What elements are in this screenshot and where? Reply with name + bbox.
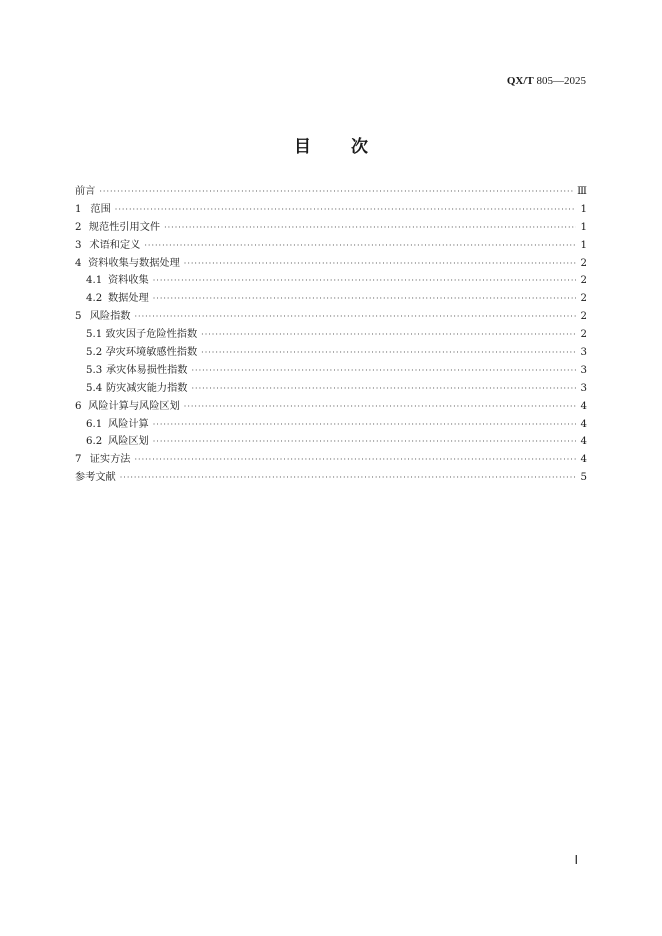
toc-entry-page: 2	[580, 275, 587, 287]
toc-entry-label: 术语和定义	[89, 239, 141, 251]
toc-entry-page: 3	[580, 364, 587, 376]
toc-entry-page: 4	[580, 400, 587, 412]
table-of-contents	[75, 183, 587, 487]
toc-entry-label: 风险计算	[108, 418, 149, 430]
toc-entry-page: 4	[580, 418, 587, 430]
toc-entry-number: 6	[75, 400, 82, 412]
toc-entry-label: 承灾体易损性指数	[105, 364, 188, 376]
toc-entry-label: 风险计算与风险区划	[88, 400, 180, 412]
toc-entry-number: 6.2	[86, 436, 103, 448]
toc-entry[interactable]	[75, 451, 587, 469]
standard-code-prefix: QX/T	[506, 75, 534, 87]
toc-leader-dots	[120, 469, 576, 487]
toc-leader-dots	[164, 219, 576, 237]
toc-leader-dots	[191, 362, 576, 380]
toc-entry-label: 致灾因子危险性指数	[105, 329, 198, 341]
toc-entry[interactable]	[75, 308, 587, 326]
toc-entry[interactable]	[75, 219, 587, 237]
toc-entry-number: 1	[75, 203, 82, 215]
toc-entry[interactable]	[75, 469, 587, 487]
toc-entry[interactable]	[75, 362, 587, 380]
toc-entry-page: 1	[580, 221, 587, 233]
toc-entry-label: 规范性引用文件	[88, 221, 161, 233]
toc-leader-dots	[99, 183, 574, 201]
toc-leader-dots	[135, 451, 577, 469]
toc-entry[interactable]	[75, 290, 587, 308]
toc-entry-number: 5	[75, 311, 82, 323]
toc-entry-number: 2	[75, 221, 82, 233]
toc-entry-page: 3	[580, 347, 587, 359]
toc-entry-page: 4	[580, 436, 587, 448]
toc-entry-number: 6.1	[86, 418, 103, 430]
standard-code	[507, 75, 586, 87]
toc-entry[interactable]	[75, 255, 587, 273]
toc-entry[interactable]	[75, 380, 587, 398]
toc-entry-label: 孕灾环境敏感性指数	[105, 347, 198, 359]
toc-entry-page: 4	[580, 454, 587, 466]
toc-entry-page: Ⅲ	[577, 186, 587, 197]
toc-leader-dots	[191, 380, 576, 398]
footer-page-number: Ⅰ	[574, 853, 578, 867]
toc-entry[interactable]	[75, 201, 587, 219]
toc-entry-number: 5.3	[86, 364, 103, 376]
toc-leader-dots	[201, 326, 576, 344]
toc-entry-page: 2	[580, 329, 587, 341]
toc-entry-page: 2	[580, 293, 587, 305]
toc-entry-page: 2	[580, 257, 587, 269]
toc-entry-page: 1	[580, 239, 587, 251]
toc-leader-dots	[144, 237, 576, 255]
toc-leader-dots	[115, 201, 576, 219]
toc-entry[interactable]	[75, 433, 587, 451]
toc-entry-number: 5.4	[86, 382, 103, 394]
toc-entry[interactable]	[75, 344, 587, 362]
toc-leader-dots	[184, 255, 576, 273]
page-title: 目次	[294, 137, 408, 157]
toc-entry-label: 范围	[90, 203, 111, 215]
toc-entry-number: 7	[75, 454, 82, 466]
toc-entry[interactable]	[75, 272, 587, 290]
toc-leader-dots	[153, 416, 576, 434]
toc-entry-label: 风险指数	[89, 311, 131, 323]
toc-leader-dots	[184, 398, 576, 416]
toc-leader-dots	[153, 290, 576, 308]
toc-entry[interactable]	[75, 416, 587, 434]
toc-entry-label: 参考文献	[75, 472, 116, 484]
toc-entry-number: 4.2	[86, 293, 103, 305]
toc-leader-dots	[153, 433, 576, 451]
toc-entry[interactable]	[75, 237, 587, 255]
toc-entry-number: 5.2	[86, 347, 103, 359]
toc-entry-label: 风险区划	[108, 436, 149, 448]
toc-entry-label: 资料收集与数据处理	[88, 257, 180, 269]
toc-entry-page: 5	[580, 472, 587, 484]
toc-entry-page: 2	[580, 311, 587, 323]
toc-entry-label: 资料收集	[108, 275, 149, 287]
toc-entry-label: 数据处理	[108, 293, 149, 305]
toc-entry-number: 5.1	[86, 329, 103, 341]
toc-entry-label: 前言	[75, 186, 96, 197]
standard-code-number: 805—2025	[536, 75, 586, 87]
toc-leader-dots	[153, 272, 576, 290]
toc-leader-dots	[201, 344, 576, 362]
toc-entry-page: 1	[580, 203, 587, 215]
toc-entry-page: 3	[580, 382, 587, 394]
toc-entry[interactable]	[75, 183, 587, 201]
toc-entry-number: 4.1	[86, 275, 103, 287]
toc-entry-label: 证实方法	[89, 454, 131, 466]
toc-entry-label: 防灾减灾能力指数	[105, 382, 188, 394]
toc-entry-number: 3	[75, 239, 82, 251]
toc-entry-number: 4	[75, 257, 82, 269]
toc-leader-dots	[135, 308, 577, 326]
toc-entry[interactable]	[75, 326, 587, 344]
toc-entry[interactable]	[75, 398, 587, 416]
